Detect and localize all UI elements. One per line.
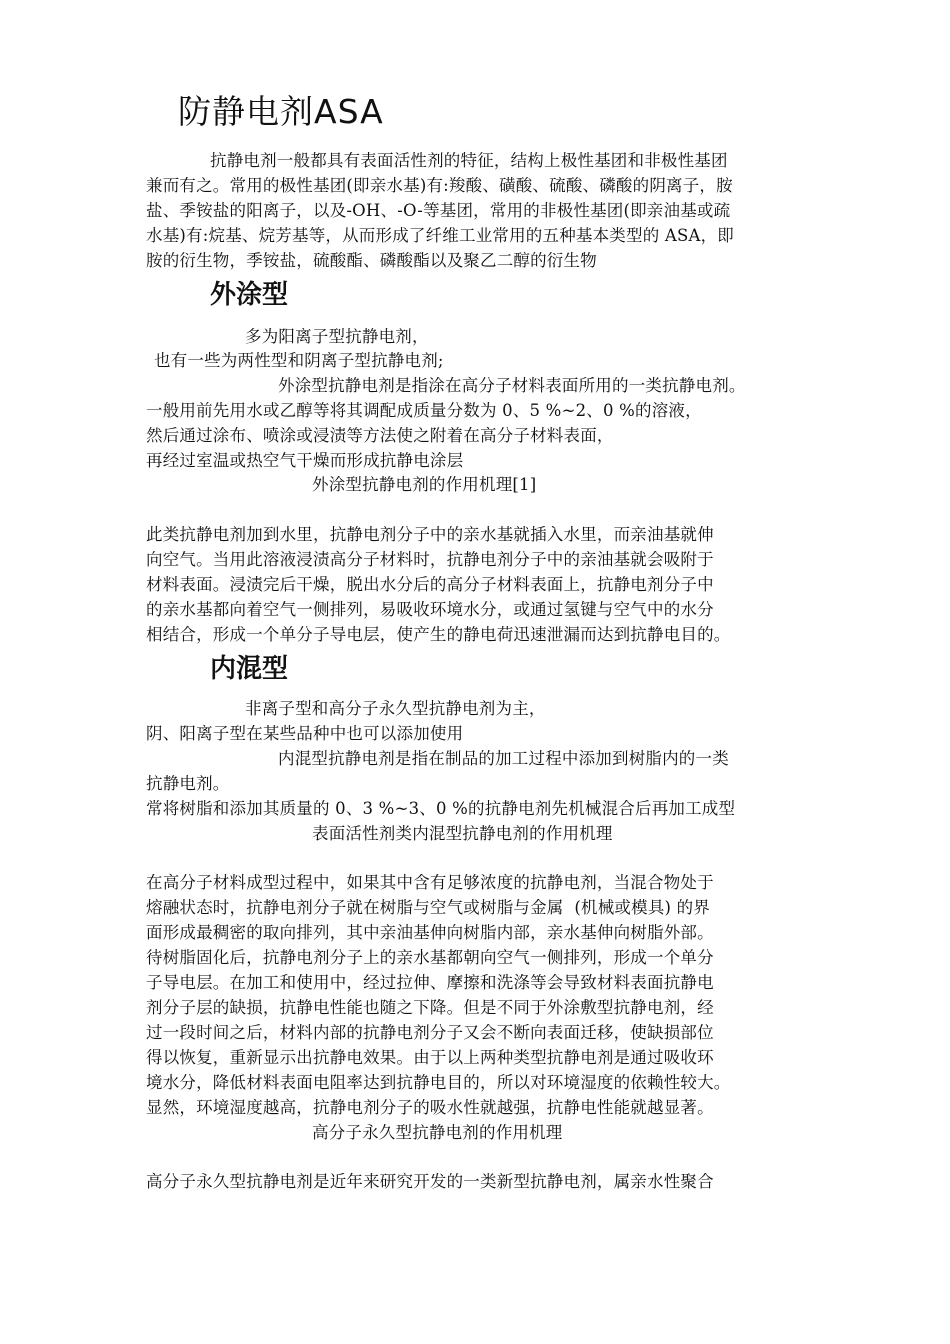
intro-line-1: 抗静电剂一般都具有表面活性剂的特征，结构上极性基团和非极性基团 xyxy=(210,151,728,170)
section2-line-5: 常将树脂和添加其质量的 0、3 %~3、0 %的抗静电剂先机械混合后再加工成型 xyxy=(146,799,736,818)
section2-paragraph-line-4: 待树脂固化后，抗静电剂分子上的亲水基都朝向空气一侧排列，形成一个单分 xyxy=(146,948,714,967)
section2-paragraph-line-1: 在高分子材料成型过程中，如果其中含有足够浓度的抗静电剂，当混合物处于 xyxy=(146,873,714,892)
intro-line-3: 盐、季铵盐的阳离子，以及-OH、-O-等基团，常用的非极性基团(即亲油基或疏 xyxy=(146,201,731,220)
section1-line-3: 外涂型抗静电剂是指涂在高分子材料表面所用的一类抗静电剂。 xyxy=(278,376,746,395)
section1-caption: 外涂型抗静电剂的作用机理[1] xyxy=(312,475,537,494)
section2-paragraph-line-2: 熔融状态时，抗静电剂分子就在树脂与空气或树脂与金属 (机械或模具) 的界 xyxy=(146,898,711,917)
section2-paragraph-line-8: 得以恢复，重新显示出抗静电效果。由于以上两种类型抗静电剂是通过吸收环 xyxy=(146,1048,714,1067)
intro-line-2: 兼而有之。常用的极性基团(即亲水基)有:羧酸、磺酸、硫酸、磷酸的阴离子，胺 xyxy=(146,176,733,195)
document-title: 防静电剂ASA xyxy=(178,92,384,131)
section-heading-external-coating: 外涂型 xyxy=(210,280,289,310)
section-heading-internal-mixing: 内混型 xyxy=(210,654,289,684)
section2-line-4: 抗静电剂。 xyxy=(146,774,230,793)
section2-line-2: 阴、阳离子型在某些品种中也可以添加使用 xyxy=(146,724,464,743)
section2-paragraph-line-10: 显然，环境湿度越高，抗静电剂分子的吸水性就越强，抗静电性能就越显著。 xyxy=(146,1098,714,1117)
intro-line-4: 水基)有:烷基、烷芳基等，从而形成了纤维工业常用的五种基本类型的 ASA，即 xyxy=(146,226,734,245)
section2-caption: 表面活性剂类内混型抗静电剂的作用机理 xyxy=(312,824,613,843)
section1-line-5: 然后通过涂布、喷涂或浸渍等方法使之附着在高分子材料表面， xyxy=(146,426,614,445)
section2-paragraph-line-5: 子导电层。在加工和使用中，经过拉伸、摩擦和洗涤等会导致材料表面抗静电 xyxy=(146,973,714,992)
section1-paragraph-line-1: 此类抗静电剂加到水里，抗静电剂分子中的亲水基就插入水里，而亲油基就伸 xyxy=(146,525,714,544)
section1-paragraph-line-3: 材料表面。浸渍完后干燥，脱出水分后的高分子材料表面上，抗静电剂分子中 xyxy=(146,575,714,594)
section1-line-4: 一般用前先用水或乙醇等将其调配成质量分数为 0、5 %~2、0 %的溶液， xyxy=(146,401,702,420)
section1-line-1: 多为阳离子型抗静电剂， xyxy=(245,327,429,346)
section2-paragraph-line-3: 面形成最稠密的取向排列，其中亲油基伸向树脂内部，亲水基伸向树脂外部。 xyxy=(146,923,714,942)
section2-last-line: 高分子永久型抗静电剂是近年来研究开发的一类新型抗静电剂，属亲水性聚合 xyxy=(146,1172,714,1191)
intro-line-5: 胺的衍生物，季铵盐，硫酸酯、磷酸酯以及聚乙二醇的衍生物 xyxy=(146,251,597,270)
section1-paragraph-line-4: 的亲水基都向着空气一侧排列，易吸收环境水分，或通过氢键与空气中的水分 xyxy=(146,600,714,619)
section2-line-3: 内混型抗静电剂是指在制品的加工过程中添加到树脂内的一类 xyxy=(278,749,729,768)
section2-paragraph-line-7: 过一段时间之后，材料内部的抗静电剂分子又会不断向表面迁移，使缺损部位 xyxy=(146,1023,714,1042)
section1-paragraph-line-5: 相结合，形成一个单分子导电层，使产生的静电荷迅速泄漏而达到抗静电目的。 xyxy=(146,625,731,644)
section1-line-6: 再经过室温或热空气干燥而形成抗静电涂层 xyxy=(146,451,464,470)
section2-line-1: 非离子型和高分子永久型抗静电剂为主， xyxy=(245,699,546,718)
section2-caption-2: 高分子永久型抗静电剂的作用机理 xyxy=(312,1123,563,1142)
section2-paragraph-line-6: 剂分子层的缺损，抗静电性能也随之下降。但是不同于外涂敷型抗静电剂，经 xyxy=(146,998,714,1017)
section1-line-2: 也有一些为两性型和阴离子型抗静电剂; xyxy=(154,351,444,370)
section1-paragraph-line-2: 向空气。当用此溶液浸渍高分子材料时，抗静电剂分子中的亲油基就会吸附于 xyxy=(146,550,714,569)
section2-paragraph-line-9: 境水分，降低材料表面电阻率达到抗静电目的，所以对环境湿度的依赖性较大。 xyxy=(146,1073,731,1092)
